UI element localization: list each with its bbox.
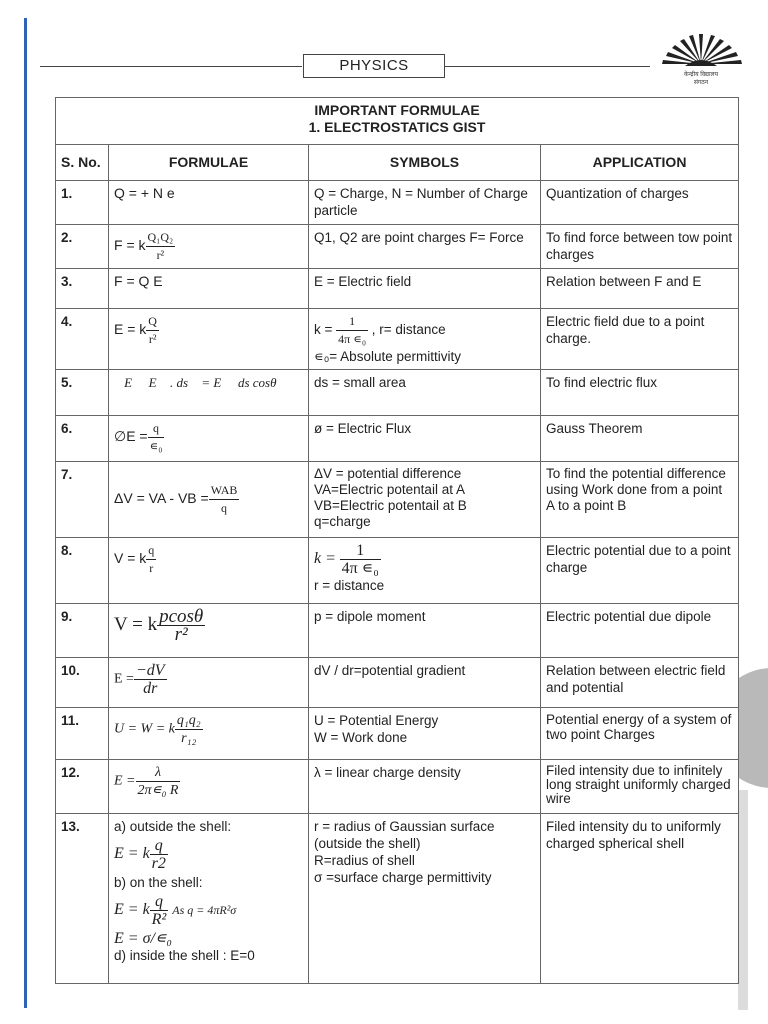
col-header-formulae: FORMULAE bbox=[109, 145, 309, 181]
fraction bbox=[146, 542, 156, 577]
symbols-cell: dV / dr=potential gradient bbox=[309, 658, 541, 708]
formula-lhs: E = k bbox=[114, 845, 150, 863]
table-row bbox=[56, 225, 739, 269]
formula-lhs: E = bbox=[114, 671, 134, 687]
table-title-row bbox=[56, 98, 739, 145]
symbols-cell bbox=[309, 462, 541, 538]
symbol-line: U = Potential Energy bbox=[314, 713, 439, 728]
fraction-denominator: r² bbox=[148, 332, 157, 346]
formula-lhs: V = k bbox=[114, 550, 147, 567]
table-row bbox=[56, 181, 739, 225]
symbol-k-lhs: k = bbox=[314, 550, 336, 568]
formula-lhs: ∅E = bbox=[114, 428, 148, 445]
symbols-cell: ds = small area bbox=[309, 370, 541, 416]
application-cell: Relation between electric field and potential bbox=[541, 658, 739, 708]
table-row bbox=[56, 658, 739, 708]
application-cell: Electric potential due dipole bbox=[541, 604, 739, 658]
table-row bbox=[56, 604, 739, 658]
formula-lhs: E = k bbox=[114, 901, 150, 919]
symbol-line: ΔV = potential difference bbox=[314, 466, 462, 481]
fraction bbox=[175, 712, 203, 747]
row-number: 9. bbox=[56, 604, 109, 658]
fraction-denominator: 4π ∊₀ bbox=[341, 560, 379, 577]
formula-lhs: U = W = k bbox=[114, 721, 175, 737]
formula-case-d: d) inside the shell : E=0 bbox=[114, 948, 255, 963]
fraction-denominator: dr bbox=[143, 680, 158, 697]
header-rule-right bbox=[444, 66, 650, 67]
symbols-cell: Q = Charge, N = Number of Charge particle bbox=[309, 181, 541, 225]
formula-on-shell bbox=[114, 893, 303, 928]
table-row bbox=[56, 538, 739, 604]
symbols-cell bbox=[309, 538, 541, 604]
formula-rest: As q = 4πR²σ bbox=[172, 903, 237, 918]
fraction-denominator: ∊₀ bbox=[149, 439, 163, 453]
table-title-line-2: 1. ELECTROSTATICS GIST bbox=[308, 119, 486, 135]
header-row bbox=[56, 145, 739, 181]
left-margin-rule bbox=[24, 18, 27, 1008]
row-number: 11. bbox=[56, 708, 109, 760]
fraction-denominator: r² bbox=[156, 248, 165, 262]
symbol-line: ∊₀= Absolute permittivity bbox=[314, 349, 461, 364]
row-number: 3. bbox=[56, 269, 109, 309]
fraction-denominator: q bbox=[221, 501, 228, 515]
row-number: 4. bbox=[56, 309, 109, 370]
fraction-numerator: pcosθ bbox=[159, 606, 204, 627]
formula-cell bbox=[109, 604, 309, 658]
fraction bbox=[150, 837, 168, 872]
table-row bbox=[56, 269, 739, 309]
application-cell: Electric field due to a point charge. bbox=[541, 309, 739, 370]
formula-cell bbox=[109, 538, 309, 604]
symbol-line: VB=Electric potentail at B bbox=[314, 498, 467, 513]
col-header-application: APPLICATION bbox=[541, 145, 739, 181]
fraction bbox=[146, 313, 159, 348]
formula-lhs: F = k bbox=[114, 237, 146, 254]
fraction bbox=[148, 420, 165, 455]
formula-cell: ∅E ∮ E⃗ . ds⃗ = E ∮ ds cosθ bbox=[109, 370, 309, 416]
row-number: 2. bbox=[56, 225, 109, 269]
subject-title: PHYSICS bbox=[303, 54, 445, 78]
formula-cell bbox=[109, 708, 309, 760]
fraction-numerator: q bbox=[146, 542, 156, 560]
fraction bbox=[336, 313, 368, 348]
table-row bbox=[56, 760, 739, 814]
row-number: 10. bbox=[56, 658, 109, 708]
fraction bbox=[150, 893, 169, 928]
row-number: 13. bbox=[56, 814, 109, 984]
formula-cell bbox=[109, 658, 309, 708]
formula-cell: Q = + N e bbox=[109, 181, 309, 225]
header-rule-left bbox=[40, 66, 302, 67]
application-cell: To find the potential difference using Work done from a point A to a point B bbox=[541, 462, 739, 538]
symbols-cell bbox=[309, 814, 541, 984]
symbol-line: r = radius of Gaussian surface (outside the shell) bbox=[314, 819, 495, 851]
fraction bbox=[134, 662, 167, 697]
col-header-symbols: SYMBOLS bbox=[309, 145, 541, 181]
table-row bbox=[56, 309, 739, 370]
application-cell: Relation between F and E bbox=[541, 269, 739, 309]
formula-cell: F = Q E bbox=[109, 269, 309, 309]
application-cell: To find electric flux bbox=[541, 370, 739, 416]
fraction-denominator: r₁₂ bbox=[181, 731, 197, 746]
symbol-line: σ =surface charge permittivity bbox=[314, 870, 492, 885]
symbol-line: VA=Electric potentail at A bbox=[314, 482, 465, 497]
application-cell: Quantization of charges bbox=[541, 181, 739, 225]
fraction bbox=[340, 542, 381, 577]
formula-lhs: V = k bbox=[114, 613, 158, 635]
symbols-cell bbox=[309, 708, 541, 760]
fraction-numerator: 1 bbox=[336, 313, 368, 331]
symbol-line: W = Work done bbox=[314, 730, 408, 745]
row-number: 12. bbox=[56, 760, 109, 814]
row-number: 1. bbox=[56, 181, 109, 225]
symbol-line: r = distance bbox=[314, 578, 385, 593]
fraction-numerator: q bbox=[150, 893, 169, 911]
symbols-cell bbox=[309, 309, 541, 370]
table-row bbox=[56, 814, 739, 984]
symbol-k-lhs: k = bbox=[314, 322, 333, 338]
row-number: 6. bbox=[56, 416, 109, 462]
fraction-denominator: 2π∊₀ R bbox=[137, 783, 179, 798]
formula-table bbox=[55, 97, 739, 984]
fraction bbox=[209, 482, 240, 517]
logo-text-line-2: संगठन bbox=[693, 80, 709, 86]
application-cell: Filed intensity du to uniformly charged spherical shell bbox=[541, 814, 739, 984]
fraction-numerator: Q₁Q₂ bbox=[146, 229, 176, 247]
formula-cell bbox=[109, 462, 309, 538]
fraction-denominator: r² bbox=[174, 624, 188, 645]
col-header-sno: S. No. bbox=[56, 145, 109, 181]
formula-case-a: a) outside the shell: bbox=[114, 819, 232, 834]
application-cell: Filed intensity due to infinitely long straight uniformly charged wire bbox=[541, 760, 739, 814]
formula-case-b: b) on the shell: bbox=[114, 875, 203, 890]
logo-text-line-1: केन्द्रीय विद्यालय bbox=[683, 72, 719, 78]
fraction bbox=[157, 608, 205, 643]
symbols-cell: ø = Electric Flux bbox=[309, 416, 541, 462]
symbols-cell: Q1, Q2 are point charges F= Force bbox=[309, 225, 541, 269]
table-row bbox=[56, 462, 739, 538]
symbols-cell: E = Electric field bbox=[309, 269, 541, 309]
formula-lhs: E = bbox=[114, 773, 136, 789]
symbols-cell: p = dipole moment bbox=[309, 604, 541, 658]
formula-cell bbox=[109, 760, 309, 814]
sun-rays-icon bbox=[655, 14, 747, 70]
row-number: 8. bbox=[56, 538, 109, 604]
application-cell: Potential energy of a system of two point Charges bbox=[541, 708, 739, 760]
fraction-numerator: Q bbox=[146, 313, 159, 331]
fraction-denominator: R² bbox=[151, 911, 167, 928]
fraction-numerator: q bbox=[150, 837, 168, 855]
application-cell: Gauss Theorem bbox=[541, 416, 739, 462]
application-cell: Electric potential due to a point charge bbox=[541, 538, 739, 604]
formula-cell bbox=[109, 225, 309, 269]
row-number: 5. bbox=[56, 370, 109, 416]
row-number: 7. bbox=[56, 462, 109, 538]
symbol-k-rest: , r= distance bbox=[371, 322, 446, 338]
fraction-numerator: q bbox=[148, 420, 165, 438]
fraction-numerator: WAB bbox=[209, 482, 240, 500]
formula-lhs: ΔV = VA - VB = bbox=[114, 490, 209, 507]
fraction-numerator: 1 bbox=[340, 542, 381, 560]
table-title-line-1: IMPORTANT FORMULAE bbox=[314, 102, 480, 118]
fraction-numerator: q₁q₂ bbox=[176, 713, 201, 728]
formula-lhs: E = k bbox=[114, 321, 147, 338]
table-row bbox=[56, 708, 739, 760]
fraction bbox=[146, 229, 176, 264]
formula-cell bbox=[109, 814, 309, 984]
formula-case-c: E = σ/∊₀ bbox=[114, 930, 172, 947]
table-row bbox=[56, 416, 739, 462]
fraction-denominator: r bbox=[149, 561, 154, 575]
symbol-line: q=charge bbox=[314, 514, 371, 529]
fraction bbox=[136, 764, 181, 799]
table-title bbox=[56, 98, 739, 145]
table-row bbox=[56, 370, 739, 416]
fraction-numerator: λ bbox=[136, 764, 181, 782]
formula-outside bbox=[114, 837, 303, 872]
symbols-cell: λ = linear charge density bbox=[309, 760, 541, 814]
fraction-numerator: −dV bbox=[135, 662, 165, 679]
formula-cell bbox=[109, 416, 309, 462]
page-edge-strip bbox=[738, 790, 748, 1010]
application-cell: To find force between tow point charges bbox=[541, 225, 739, 269]
fraction-denominator: 4π ∊₀ bbox=[338, 332, 367, 346]
symbol-line: R=radius of shell bbox=[314, 853, 415, 868]
fraction-denominator: r2 bbox=[151, 855, 166, 872]
formula-cell bbox=[109, 309, 309, 370]
